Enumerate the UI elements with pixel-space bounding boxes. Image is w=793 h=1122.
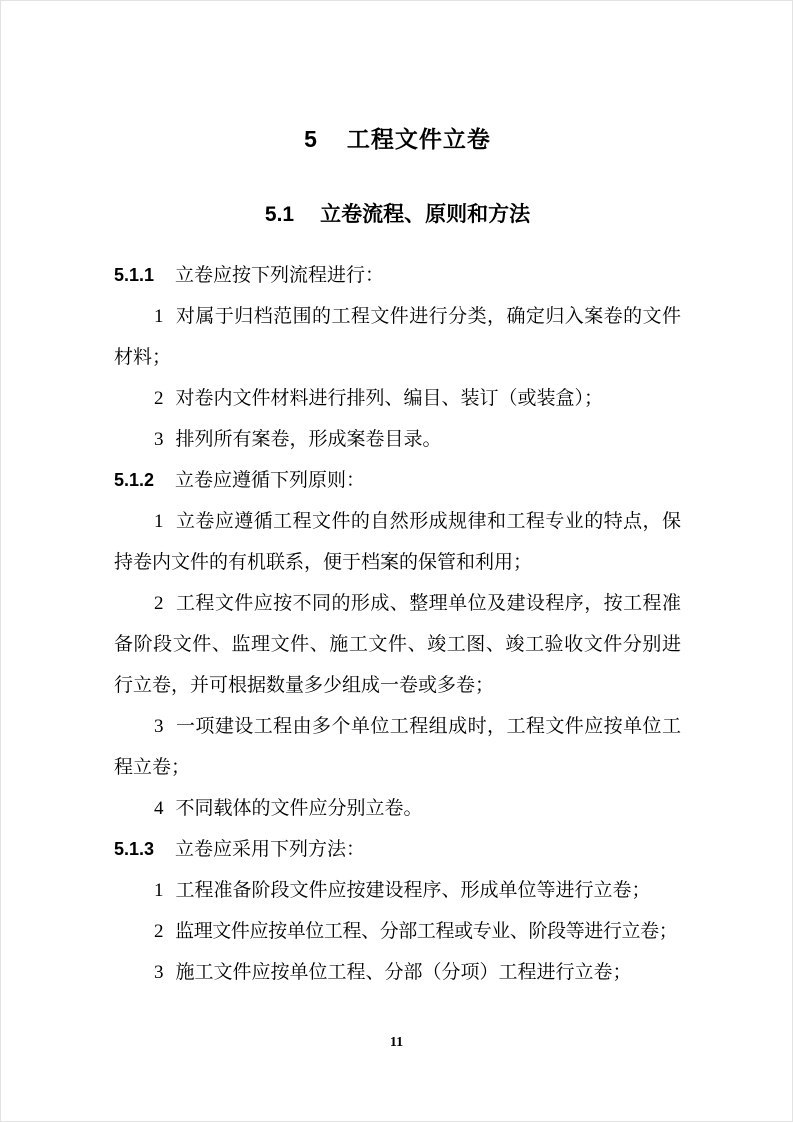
clause-item: [114, 870, 681, 911]
item-number: 3: [154, 962, 164, 983]
chapter-title: 工程文件立卷: [346, 126, 491, 152]
item-text: 工程准备阶段文件应按建设程序、形成单位等进行立卷；: [175, 880, 651, 901]
item-number: 1: [154, 880, 164, 901]
clause-item: [114, 378, 681, 419]
clause-number: 5.1.1: [114, 265, 155, 285]
clause-heading-5-1-1: [114, 255, 681, 296]
section-heading: [114, 201, 681, 229]
item-number: 2: [154, 593, 164, 614]
page-number: 11: [389, 1035, 404, 1050]
clause-item: [114, 952, 681, 993]
item-text: 施工文件应按单位工程、分部（分项）工程进行立卷；: [175, 962, 632, 983]
item-number: 1: [154, 511, 164, 532]
clause-item: [114, 706, 681, 788]
item-text: 工程文件应按不同的形成、整理单位及建设程序，按工程准备阶段文件、监理文件、施工文件、竣工图、竣工验收文件分别进行立卷，并可根据数量多少组成一卷或多卷；: [114, 593, 681, 696]
item-text: 一项建设工程由多个单位工程组成时，工程文件应按单位工程立卷；: [114, 716, 681, 778]
item-number: 1: [154, 306, 164, 327]
clause-heading-5-1-2: [114, 460, 681, 501]
section-title: 立卷流程、原则和方法: [320, 203, 531, 226]
item-text: 不同载体的文件应分别立卷。: [175, 798, 423, 819]
clause-heading-5-1-3: [114, 829, 681, 870]
clause-item: [114, 788, 681, 829]
item-text: 对卷内文件材料进行排列、编目、装订（或装盒）；: [175, 388, 604, 409]
clause-number: 5.1.2: [114, 470, 155, 490]
clause-text: 立卷应遵循下列原则：: [175, 470, 366, 491]
clause-item: [114, 501, 681, 583]
clause-text: 立卷应采用下列方法：: [175, 839, 366, 860]
item-text: 对属于归档范围的工程文件进行分类，确定归入案卷的文件材料；: [114, 306, 681, 368]
body-text: [114, 255, 681, 993]
item-number: 2: [154, 921, 164, 942]
clause-item: [114, 911, 681, 952]
clause-item: [114, 583, 681, 706]
item-text: 立卷应遵循工程文件的自然形成规律和工程专业的特点，保持卷内文件的有机联系，便于档案的保管和利用；: [114, 511, 681, 573]
clause-number: 5.1.3: [114, 839, 155, 859]
clause-item: [114, 419, 681, 460]
page-content: [114, 1, 681, 993]
item-number: 3: [154, 716, 164, 737]
item-text: 监理文件应按单位工程、分部工程或专业、阶段等进行立卷；: [175, 921, 678, 942]
item-text: 排列所有案卷，形成案卷目录。: [175, 429, 442, 450]
item-number: 4: [154, 798, 164, 819]
section-number: 5.1: [264, 203, 295, 226]
chapter-heading: [114, 1, 681, 155]
item-number: 3: [154, 429, 164, 450]
chapter-number: 5: [304, 126, 317, 152]
item-number: 2: [154, 388, 164, 409]
clause-item: [114, 296, 681, 378]
clause-text: 立卷应按下列流程进行：: [175, 265, 385, 286]
